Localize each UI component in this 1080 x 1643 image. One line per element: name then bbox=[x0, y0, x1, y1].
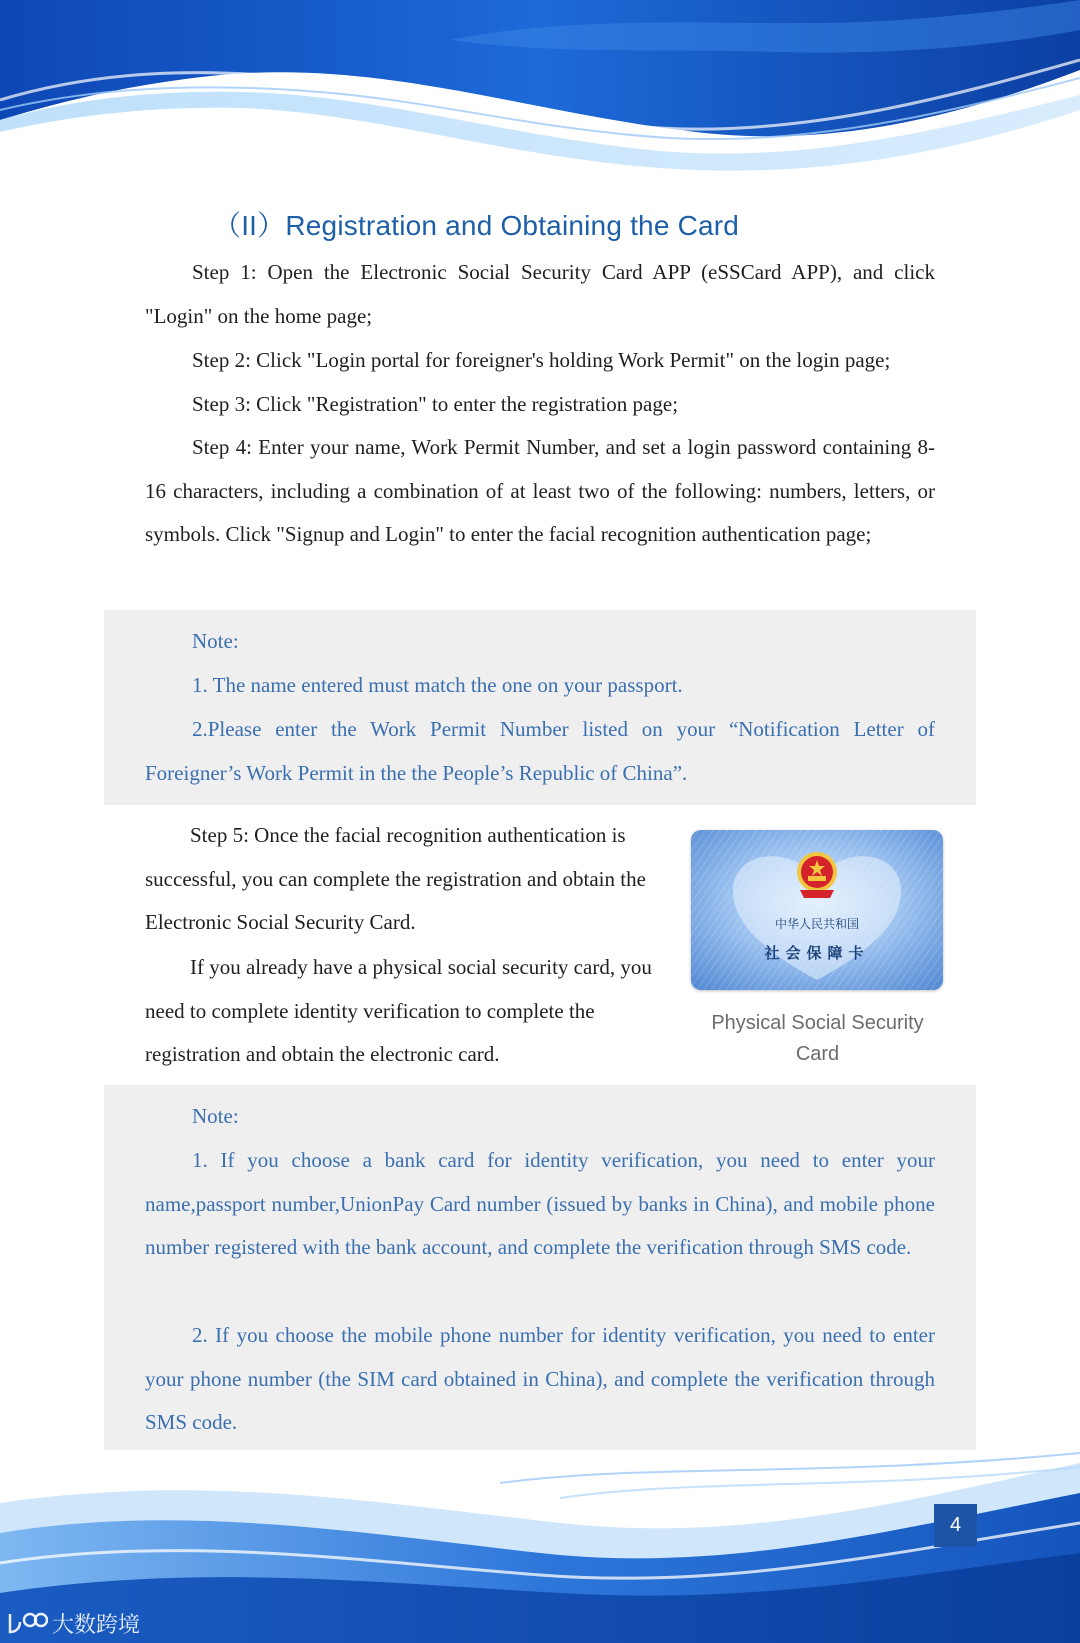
note-panel-2 bbox=[104, 1085, 976, 1450]
footer-wave bbox=[0, 1443, 1080, 1643]
note-1-item-2: 2.Please enter the Work Permit Number listed on your “Notification Letter of Foreigner’s Work Permit in the the People’s Republic of China”. bbox=[145, 717, 935, 785]
watermark bbox=[8, 1608, 140, 1638]
watermark-text: 大数跨境 bbox=[52, 1612, 141, 1638]
step-3-text: Step 3: Click "Registration" to enter the registration page; bbox=[192, 392, 679, 416]
step-4-text: Step 4: Enter your name, Work Permit Number, and set a login password containing 8-16 characters, including a combination of at least two of the following: numbers, letters, or symbols. Click "Signup and Login" to enter the facial recognition authentication page; bbox=[145, 435, 935, 547]
watermark-logo-icon bbox=[8, 1610, 48, 1636]
step-1-text: Step 1: Open the Electronic Social Security Card APP (eSSCard APP), and click "Login" on the home page; bbox=[145, 260, 935, 328]
section-title: （II）Registration and Obtaining the Card bbox=[213, 210, 740, 241]
step-5-physical-card-text: If you already have a physical social security card, you need to complete identity verification to complete the registration and obtain the electronic card. bbox=[145, 955, 652, 1067]
social-security-card-image bbox=[691, 830, 943, 990]
card-name-label: 社会保障卡 bbox=[764, 944, 870, 962]
note-2-heading: Note: bbox=[192, 1104, 239, 1128]
step-2-text: Step 2: Click "Login portal for foreigner's holding Work Permit" on the login page; bbox=[192, 348, 891, 372]
note-1-item-1: 1. The name entered must match the one on your passport. bbox=[192, 673, 683, 697]
note-2-item-2: 2. If you choose the mobile phone number for identity verification, you need to enter your phone number (the SIM card obtained in China), and complete the verification through SMS code. bbox=[145, 1323, 935, 1435]
national-emblem-icon bbox=[794, 850, 840, 900]
card-country-label: 中华人民共和国 bbox=[774, 917, 859, 931]
note-2-item-1: 1. If you choose a bank card for identity verification, you need to enter your name,passport number,UnionPay Card number (issued by banks in China), and mobile phone number registered with the bank account, and complete the verification through SMS code. bbox=[145, 1148, 935, 1260]
step-5-text: Step 5: Once the facial recognition authentication is successful, you can complete the registration and obtain the Electronic Social Security Card. bbox=[145, 823, 646, 935]
header-wave bbox=[0, 0, 1080, 180]
note-panel-1 bbox=[104, 610, 976, 805]
note-1-heading: Note: bbox=[192, 629, 239, 653]
page-number: 4 bbox=[934, 1504, 977, 1547]
card-caption: Physical Social Security Card bbox=[711, 1012, 924, 1065]
